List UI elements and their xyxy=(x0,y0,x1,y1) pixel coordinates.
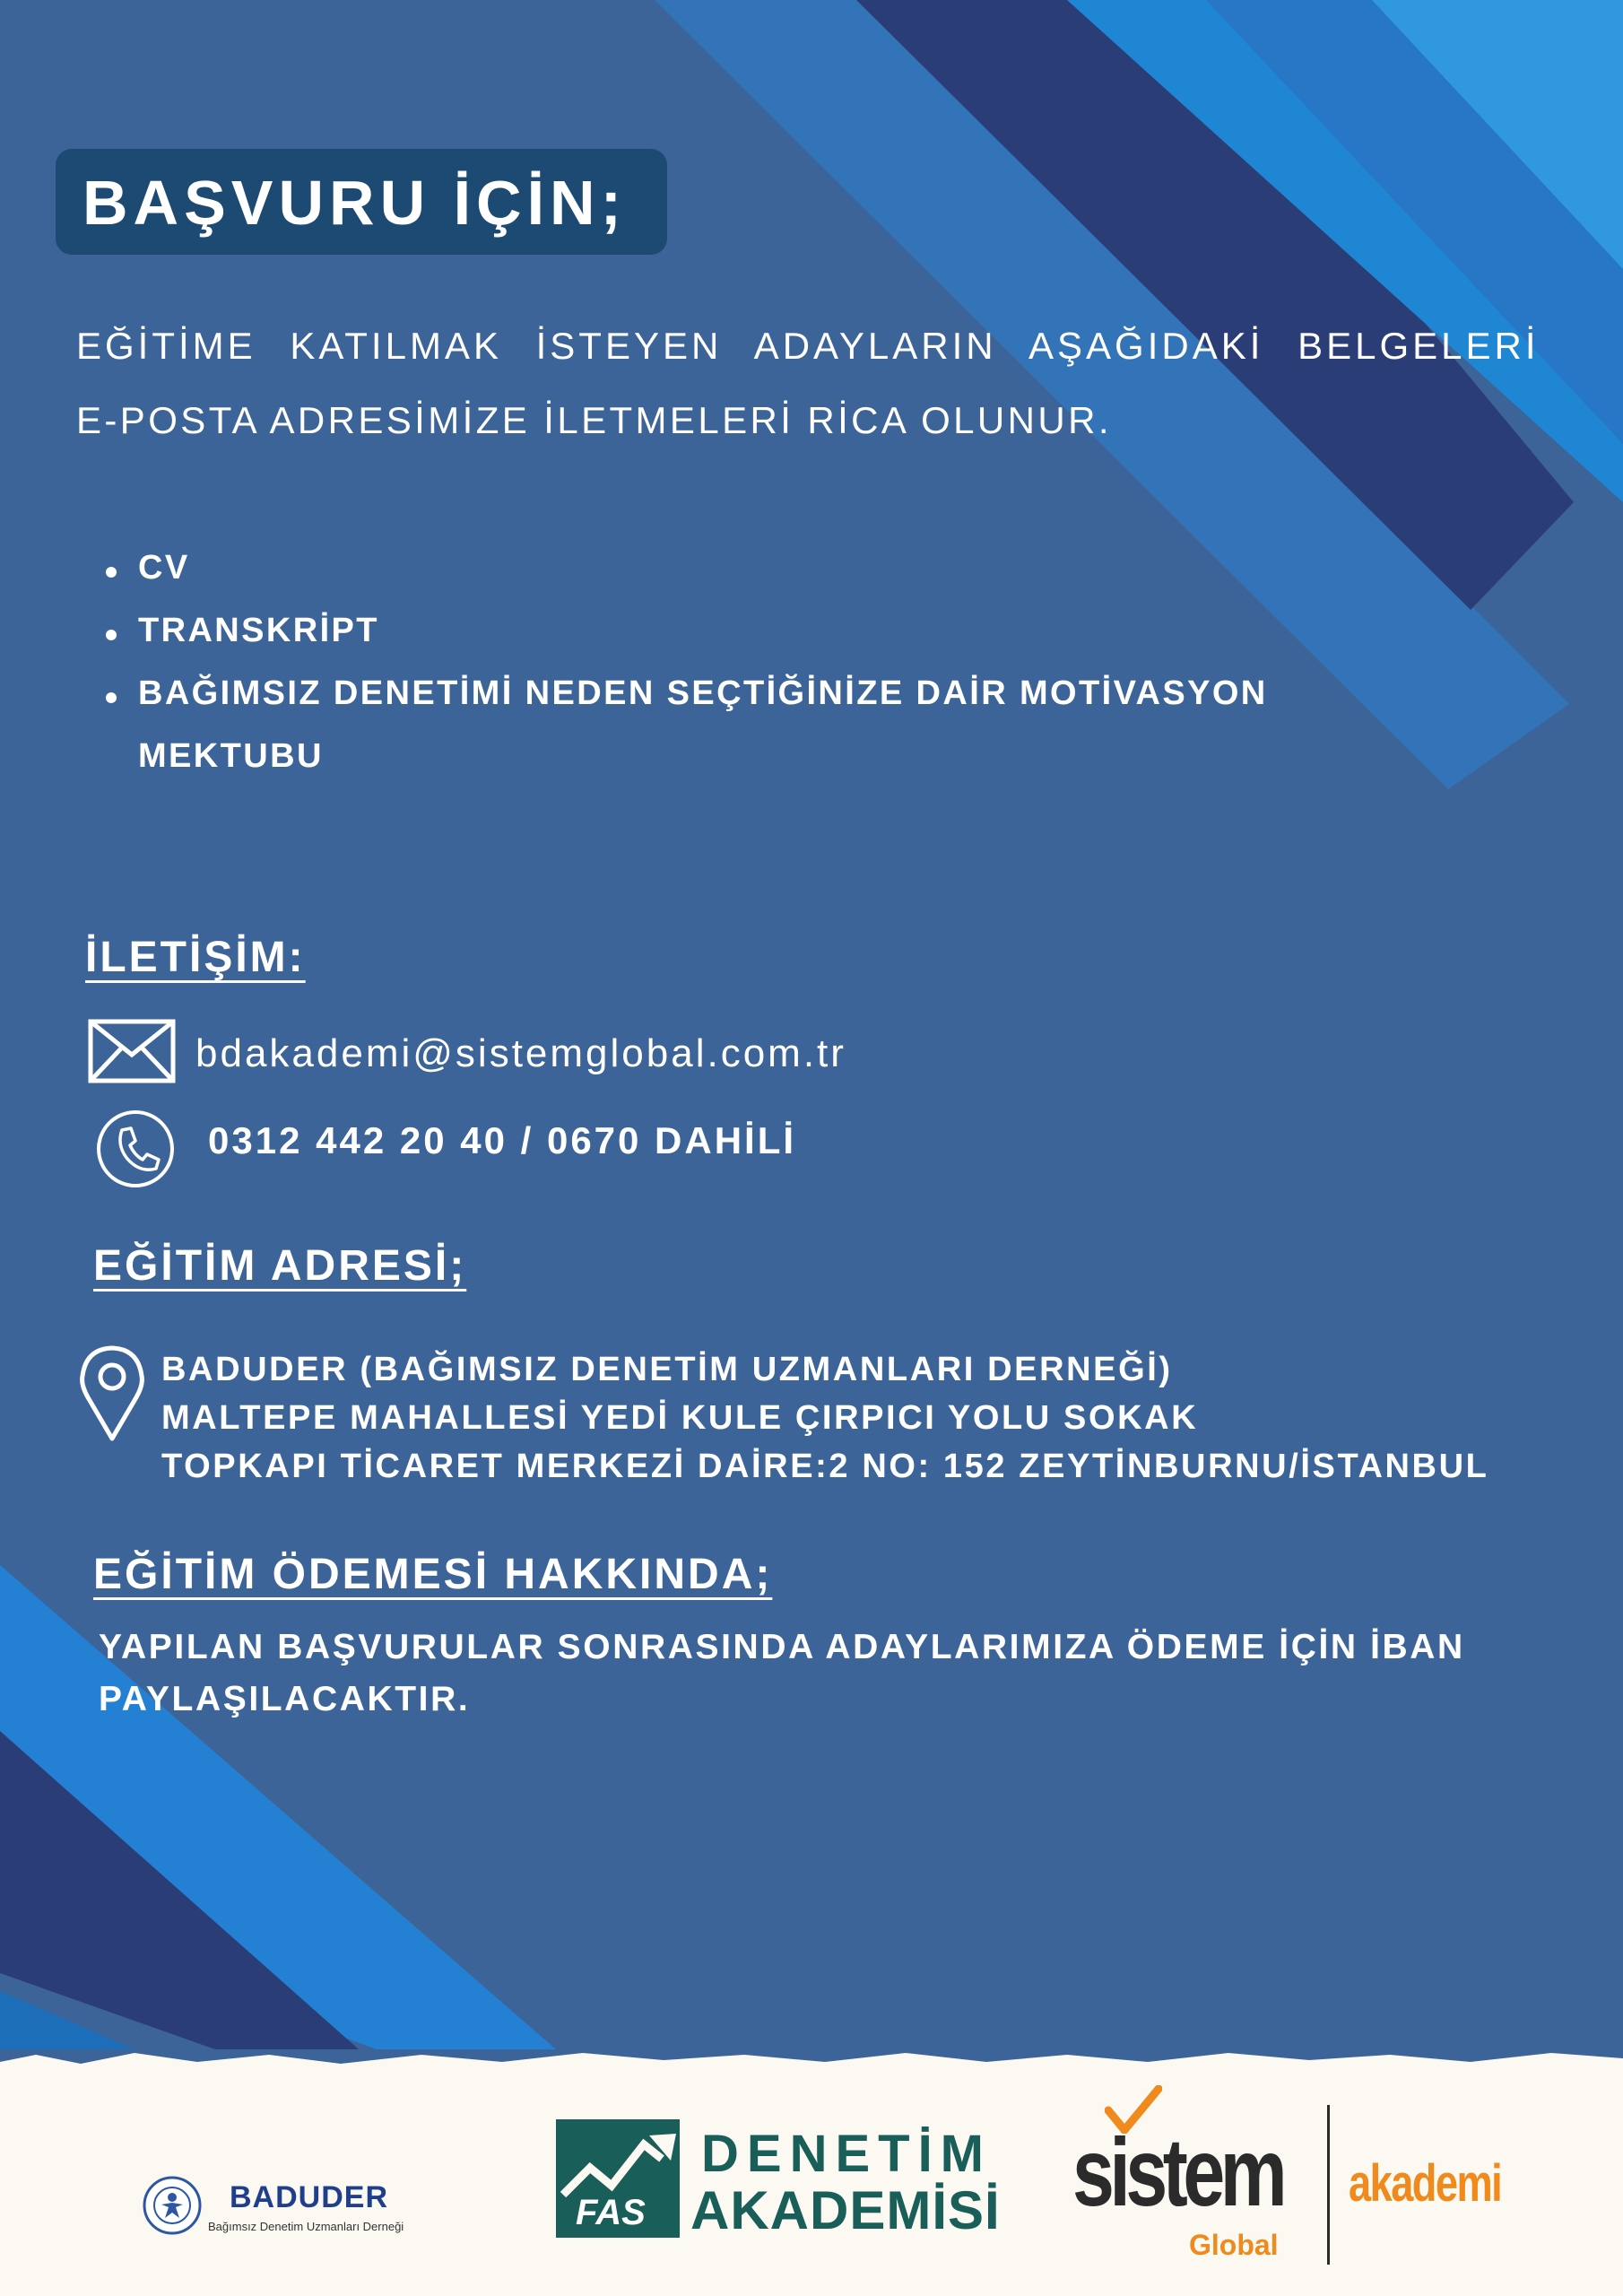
baduder-logo-subtitle: Bağımsız Denetim Uzmanları Derneği xyxy=(208,2220,404,2233)
denetim-logo-line2: AKADEMİSİ xyxy=(690,2180,1001,2240)
address-block xyxy=(161,1345,1488,1491)
location-pin-icon xyxy=(79,1345,145,1442)
phone-number[interactable]: 0312 442 20 40 / 0670 DAHİLİ xyxy=(208,1119,797,1161)
contact-heading: İLETİŞİM: xyxy=(85,934,306,981)
payment-heading: EĞİTİM ÖDEMESİ HAKKINDA; xyxy=(93,1551,773,1598)
address-line-3: TOPKAPI TİCARET MERKEZİ DAİRE:2 NO: 152 ZEYTİNBURNU/İSTANBUL xyxy=(161,1448,1489,1485)
address-heading: EĞİTİM ADRESİ; xyxy=(93,1242,467,1290)
sistem-logo: sistem xyxy=(1072,2118,1283,2226)
phone-icon xyxy=(95,1109,176,1189)
intro-line-1: EĞİTİME KATILMAK İSTEYEN ADAYLARIN AŞAĞIDAKİ BELGELERİ xyxy=(76,325,1540,367)
address-line-1: BADUDER (BAĞIMSIZ DENETİM UZMANLARI DERNEĞİ) xyxy=(161,1351,1173,1388)
email-address[interactable]: bdakademi@sistemglobal.com.tr xyxy=(195,1031,846,1075)
address-line-2: MALTEPE MAHALLESİ YEDİ KULE ÇIRPICI YOLU SOKAK xyxy=(161,1399,1199,1437)
list-item: CV xyxy=(100,536,1411,599)
baduder-logo-name: BADUDER xyxy=(230,2180,388,2214)
logo-divider xyxy=(1327,2105,1330,2265)
akademi-logo: akademi xyxy=(1349,2154,1502,2213)
intro-line-2: E-POSTA ADRESİMİZE İLETMELERİ RİCA OLUNUR. xyxy=(76,399,1112,441)
footer xyxy=(0,2049,1623,2296)
denetim-logo-line1: DENETİM xyxy=(701,2125,992,2183)
list-item: BAĞIMSIZ DENETİMİ NEDEN SEÇTİĞİNİZE DAİR MOTİVASYON MEKTUBU xyxy=(100,662,1411,787)
list-item: TRANSKRİPT xyxy=(100,599,1411,662)
page-title: BAŞVURU İÇİN; xyxy=(82,168,627,238)
baduder-seal-icon xyxy=(142,2175,203,2236)
fas-badge: FAS xyxy=(576,2193,646,2232)
documents-list xyxy=(100,536,1411,787)
payment-text: YAPILAN BAŞVURULAR SONRASINDA ADAYLARIMIZA ÖDEME İÇİN İBAN PAYLAŞILACAKTIR. xyxy=(99,1628,1465,1718)
envelope-icon xyxy=(88,1019,176,1083)
sistem-logo-subtitle: Global xyxy=(1189,2229,1279,2261)
